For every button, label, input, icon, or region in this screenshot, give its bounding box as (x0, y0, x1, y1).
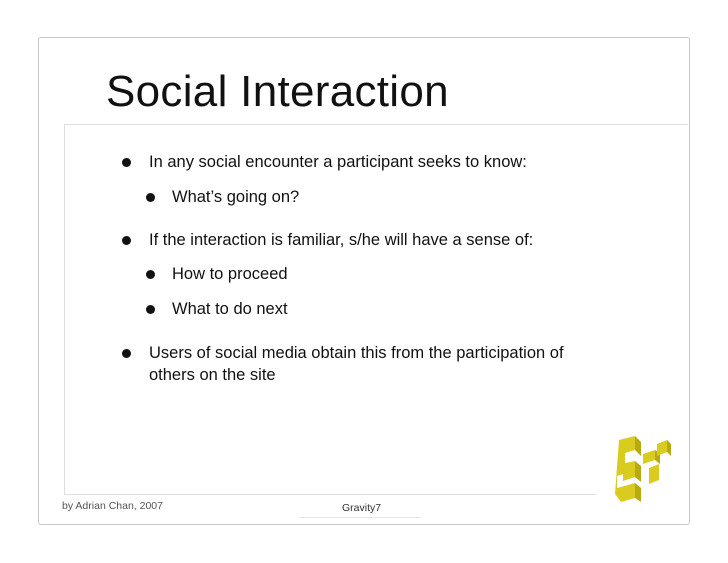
gravity7-logo-icon (613, 436, 673, 506)
bullet-dot (122, 349, 131, 358)
guide-line-top (64, 124, 688, 125)
sub-bullet-item: What’s going on? (172, 188, 300, 206)
bullet-item: If the interaction is familiar, s/he will have a sense of: (149, 231, 534, 249)
footer-brand: Gravity7 (342, 502, 382, 514)
sub-bullet-dot (146, 305, 155, 314)
footer-author: by Adrian Chan, 2007 (62, 500, 163, 512)
guide-line-left (64, 124, 65, 494)
bullet-line: others on the site (149, 366, 276, 384)
bullet-dot (122, 158, 131, 167)
sub-bullet-item: How to proceed (172, 265, 288, 283)
footer-underline (300, 517, 420, 518)
sub-bullet-dot (146, 193, 155, 202)
bullet-dot (122, 236, 131, 245)
bullet-item (149, 342, 564, 386)
bullet-item: In any social encounter a participant seeks to know: (149, 153, 527, 171)
sub-bullet-dot (146, 270, 155, 279)
bullet-line: Users of social media obtain this from the participation of (149, 344, 564, 362)
slide-title: Social Interaction (106, 67, 449, 116)
sub-bullet-item: What to do next (172, 300, 288, 318)
guide-line-bottom (64, 494, 596, 495)
